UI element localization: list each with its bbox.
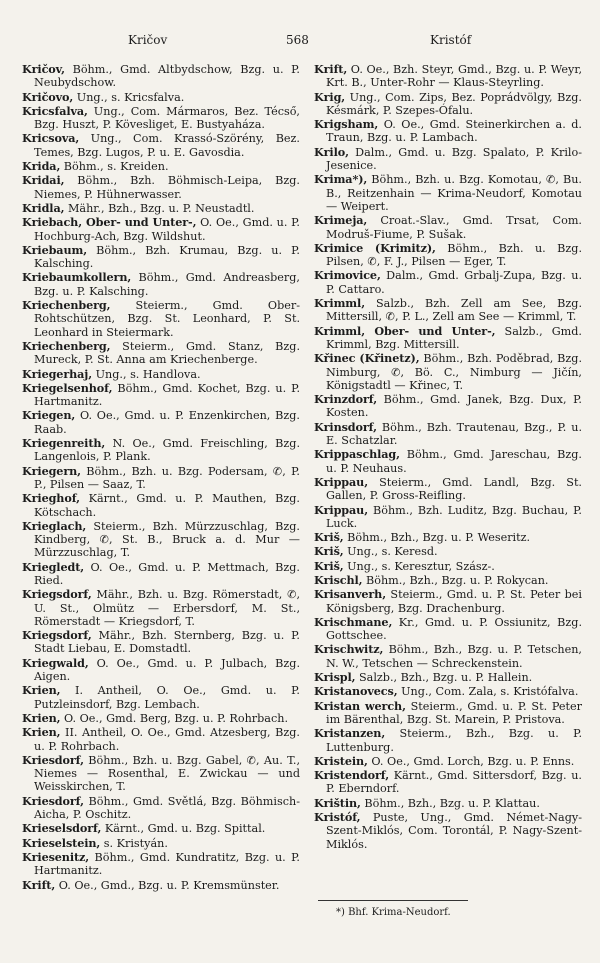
entry-text: Böhm., Bzh. Poděbrad, Bzg. Nimburg, ✆, Bö. C., Nimburg — Jičín, Königstadtl — Křinec, T. xyxy=(326,352,583,392)
entry-headword: Krilo, xyxy=(314,144,349,159)
entry-headword: Krimml, xyxy=(314,296,365,311)
entry-text: Böhm., Gmd. Jareschau, Bzg. u. P. Neuhaus. xyxy=(326,448,582,475)
page-number: 568 xyxy=(286,33,309,47)
gazetteer-entry xyxy=(22,244,300,271)
gazetteer-entry xyxy=(314,685,582,698)
gazetteer-entry xyxy=(314,560,582,573)
gazetteer-entry xyxy=(314,118,582,145)
entry-headword: Krispl, xyxy=(314,670,356,685)
gazetteer-entry xyxy=(22,629,300,656)
gazetteer-entry xyxy=(314,755,582,768)
gazetteer-entry xyxy=(314,448,582,475)
entry-text: Mähr., Bzh. u. Bzg. Römerstadt, ✆, U. St., Olmütz — Erbersdorf, M. St., Römerstadt — Kriegsdorf, T. xyxy=(34,588,300,628)
entry-text: Böhm., Gmd. Kundratitz, Bzg. u. P. Hartmanitz. xyxy=(34,850,300,878)
gazetteer-entry xyxy=(22,271,300,298)
entry-headword: Krima*), xyxy=(314,172,368,187)
gazetteer-entry xyxy=(314,91,582,118)
entry-text: Kärnt., Gmd. u. P. Mauthen, Bzg. Kötschach. xyxy=(34,492,300,519)
entry-text: N. Oe., Gmd. Freischling, Bzg. Langenlois, P. Plank. xyxy=(34,437,300,464)
entry-headword: Krieselsdorf, xyxy=(22,821,102,836)
gazetteer-entry xyxy=(314,421,582,448)
running-header xyxy=(0,33,600,53)
entry-headword: Krift, xyxy=(22,877,56,892)
entry-text: Kärnt., Gmd. u. Bzg. Spittal. xyxy=(101,822,266,836)
footnote: *) Bhf. Krima-Neudorf. xyxy=(336,907,451,918)
entry-headword: Kriesdorf, xyxy=(22,793,84,808)
gazetteer-entry xyxy=(22,795,300,822)
entry-headword: Kriegerhaj, xyxy=(22,366,93,381)
entry-headword: Krieghof, xyxy=(22,491,80,506)
gazetteer-entry xyxy=(314,173,582,213)
entry-text: Mähr., Bzh., Bzg. u. P. Neustadtl. xyxy=(64,201,255,215)
entry-headword: Kriechenberg, xyxy=(22,338,111,353)
gazetteer-entry xyxy=(22,837,300,850)
entry-headword: Kriš, xyxy=(314,530,344,545)
entry-headword: Kriegwald, xyxy=(22,655,89,670)
entry-text: Salzb., Gmd. Krimml, Bzg. Mittersill. xyxy=(326,324,582,351)
entry-text: Böhm., Bzh. u. Bzg. Komotau, ✆, Bu. B., Reitzenhain — Krima-Neudorf, Komotau — Weipert. xyxy=(326,173,582,213)
entry-headword: Kricsova, xyxy=(22,131,80,146)
entry-text: Böhm., Bzh. Böhmisch-Leipa, Bzg. Niemes, P. Hühnerwasser. xyxy=(34,174,300,201)
entry-headword: Kriegen, xyxy=(22,408,76,423)
entry-headword: Kriegenreith, xyxy=(22,436,106,451)
gazetteer-entry xyxy=(314,588,582,615)
gazetteer-entry xyxy=(22,63,300,90)
entry-headword: Kriebaumkollern, xyxy=(22,270,132,285)
entry-text: Croat.-Slav., Gmd. Trsat, Com. Modruš-Fiume, P. Sušak. xyxy=(326,214,582,241)
entry-text: Steierm., Gmd. u. P. St. Peter im Bärenthal, Bzg. St. Marein, P. Pristova. xyxy=(326,699,582,726)
gazetteer-entry xyxy=(22,368,300,381)
gazetteer-entry xyxy=(22,520,300,560)
gazetteer-entry xyxy=(314,325,582,352)
entry-headword: Krieselstein, xyxy=(22,835,101,850)
entry-headword: Kristendorf, xyxy=(314,768,390,783)
entry-text: Ung., s. Keresd. xyxy=(343,545,438,559)
entry-text: Böhm., Bzh. Luditz, Bzg. Buchau, P. Luck. xyxy=(326,503,582,530)
gazetteer-entry xyxy=(314,269,582,296)
entry-text: Böhm., Bzh., Bzg. u. P. Tetschen, N. W., Tetschen — Schreckenstein. xyxy=(326,643,582,670)
gazetteer-entry xyxy=(314,352,582,392)
gazetteer-entry xyxy=(22,160,300,173)
gazetteer-entry xyxy=(314,242,582,269)
entry-headword: Krisanverh, xyxy=(314,587,386,602)
gazetteer-entry xyxy=(314,476,582,503)
entry-text: Böhm., Gmd. Světlá, Bzg. Böhmisch-Aicha, P. Oschitz. xyxy=(34,794,300,822)
entry-text: O. Oe., Gmd. u. P. Julbach, Bzg. Aigen. xyxy=(34,656,300,684)
entry-headword: Kristanovecs, xyxy=(314,684,398,699)
gazetteer-entry xyxy=(22,726,300,753)
entry-headword: Krimice (Krimitz), xyxy=(314,240,436,255)
entry-text: Böhm., Bzh. Trautenau, Bzg., P. u. E. Schatzlar. xyxy=(326,420,582,448)
entry-headword: Krimml, Ober- und Unter-, xyxy=(314,323,496,338)
entry-text: Ung., Com. Mármaros, Bez. Técső, Bzg. Huszt, P. Kövesliget, E. Bustyaháza. xyxy=(34,104,300,132)
gazetteer-entry xyxy=(22,91,300,104)
entry-headword: Kristóf, xyxy=(314,810,361,825)
entry-text: Steierm., Bzh. Mürzzuschlag, Bzg. Kindberg, ✆, St. B., Bruck a. d. Mur — Mürzzuschlag, T. xyxy=(34,519,300,560)
gazetteer-entry xyxy=(314,727,582,754)
entry-text: Ung., Com. Zips, Bez. Poprádvölgy, Bzg. Késmárk, P. Szepes-Ófalu. xyxy=(326,90,582,117)
gazetteer-entry xyxy=(314,574,582,587)
gazetteer-entry xyxy=(314,214,582,241)
entry-text: O. Oe., Gmd. u. P. Mettmach, Bzg. Ried. xyxy=(34,560,300,587)
entry-text: Dalm., Gmd. u. Bzg. Spalato, P. Krilo-Jesenice. xyxy=(326,145,582,173)
entry-text: Puste, Ung., Gmd. Német-Nagy-Szent-Miklós, Com. Torontál, P. Nagy-Szent-Miklós. xyxy=(326,811,582,851)
entry-text: Böhm., Bzh., Bzg. u. P. Rokycan. xyxy=(362,573,549,587)
entry-text: Steierm., Gmd. Stanz, Bzg. Mureck, P. St. Anna am Kriechenberge. xyxy=(34,339,300,367)
entry-headword: Krien, xyxy=(22,683,61,698)
entry-text: Böhm., Bzh. u. Bzg. Pilsen, ✆, F. J., Pilsen — Eger, T. xyxy=(326,241,582,269)
gazetteer-entry xyxy=(314,146,582,173)
entry-headword: Kričovo, xyxy=(22,89,74,104)
gazetteer-entry xyxy=(22,684,300,711)
entry-headword: Kristanzen, xyxy=(314,726,386,741)
entry-headword: Kristein, xyxy=(314,753,368,768)
entry-text: Steierm., Gmd. u. P. St. Peter bei Königsberg, Bzg. Drachenburg. xyxy=(326,588,582,615)
entry-headword: Krinsdorf, xyxy=(314,419,377,434)
entry-text: Böhm., Bzh. Krumau, Bzg. u. P. Kalsching. xyxy=(34,243,300,271)
entry-text: I. Antheil, O. Oe., Gmd. u. P. Putzleinsdorf, Bzg. Lembach. xyxy=(34,684,300,711)
entry-text: Steierm., Gmd. Ober-Rohtschützen, Bzg. St. Leonhard, P. St. Leonhard in Steiermark. xyxy=(34,299,300,339)
entry-headword: Krigsham, xyxy=(314,117,379,132)
header-right-keyword: Kristóf xyxy=(430,33,472,47)
entry-text: Böhm., s. Kreiden. xyxy=(60,160,169,174)
entry-text: Böhm., Gmd. Andreasberg, Bzg. u. P. Kalsching. xyxy=(34,271,300,298)
entry-text: Böhm., Bzh. u. Bzg. Gabel, ✆, Au. T., Niemes — Rosenthal, E. Zwickau — und Weisskirchen, T. xyxy=(34,753,300,794)
gazetteer-entry xyxy=(22,754,300,794)
entry-headword: Kriegsdorf, xyxy=(22,628,92,643)
gazetteer-entry xyxy=(314,297,582,324)
gazetteer-entry xyxy=(314,616,582,643)
entry-text: Steierm., Gmd. Landl, Bzg. St. Gallen, P. Gross-Reifling. xyxy=(326,475,582,503)
entry-headword: Kriegelsenhof, xyxy=(22,380,113,395)
entry-text: Dalm., Gmd. Grbalj-Zupa, Bzg. u. P. Cattaro. xyxy=(326,269,582,296)
gazetteer-entry xyxy=(22,132,300,159)
entry-headword: Krimeja, xyxy=(314,213,368,228)
gazetteer-entry xyxy=(22,409,300,436)
entry-text: O. Oe., Bzh. Steyr, Gmd., Bzg. u. P. Weyr, Krt. B., Unter-Rohr — Klaus-Steyrling. xyxy=(326,63,582,90)
gazetteer-entry xyxy=(22,216,300,243)
gazetteer-entry xyxy=(314,671,582,684)
entry-headword: Kriesdorf, xyxy=(22,752,84,767)
entry-headword: Krischl, xyxy=(314,572,363,587)
entry-text: O. Oe., Gmd. u. P. Hochburg-Ach, Bzg. Wildshut. xyxy=(34,216,300,243)
gazetteer-entry xyxy=(22,712,300,725)
entry-text: Salzb., Bzh., Bzg. u. P. Hallein. xyxy=(355,671,533,685)
entry-headword: Kriebach, Ober- und Unter-, xyxy=(22,215,197,230)
entry-text: Salzb., Bzh. Zell am See, Bzg. Mittersill, ✆, P. L., Zell am See — Krimml, T. xyxy=(326,297,582,324)
gazetteer-entry xyxy=(314,545,582,558)
gazetteer-entry xyxy=(314,797,582,810)
entry-headword: Krippau, xyxy=(314,502,368,517)
entry-headword: Kristan werch, xyxy=(314,698,406,713)
gazetteer-entry xyxy=(22,851,300,878)
gazetteer-entry xyxy=(22,202,300,215)
entry-text: Böhm., Bzh., Bzg. u. P. Klattau. xyxy=(360,796,540,810)
gazetteer-entry xyxy=(314,393,582,420)
gazetteer-entry xyxy=(22,299,300,339)
entry-headword: Kriesenitz, xyxy=(22,849,90,864)
gazetteer-entry xyxy=(22,465,300,492)
entry-text: Kärnt., Gmd. Sittersdorf, Bzg. u. P. Eberndorf. xyxy=(326,769,582,796)
gazetteer-entry xyxy=(22,174,300,201)
entry-headword: Krien, xyxy=(22,725,61,740)
entry-text: O. Oe., Gmd., Bzg. u. P. Kremsmünster. xyxy=(55,878,280,892)
entry-headword: Kriš, xyxy=(314,558,344,573)
entry-headword: Krift, xyxy=(314,62,348,76)
entry-headword: Kriegledt, xyxy=(22,559,85,574)
entry-text: Ung., s. Keresztur, Szász-. xyxy=(343,559,495,573)
entry-headword: Krida, xyxy=(22,159,61,174)
entry-text: Böhm., Bzh., Bzg. u. P. Weseritz. xyxy=(343,531,531,545)
entry-text: Mähr., Bzh. Sternberg, Bzg. u. P. Stadt Liebau, E. Domstadtl. xyxy=(34,629,300,656)
entry-headword: Krieglach, xyxy=(22,518,87,533)
gazetteer-entry xyxy=(22,588,300,628)
entry-text: O. Oe., Gmd. u. P. Enzenkirchen, Bzg. Raab. xyxy=(34,409,300,436)
gazetteer-entry xyxy=(22,105,300,132)
gazetteer-entry xyxy=(314,63,582,90)
entry-text: Böhm., Gmd. Kochet, Bzg. u. P. Hartmanitz. xyxy=(34,381,300,409)
entry-headword: Krischwitz, xyxy=(314,642,384,657)
gazetteer-entry xyxy=(22,382,300,409)
header-left-keyword: Kričov xyxy=(128,33,168,47)
gazetteer-entry xyxy=(22,657,300,684)
right-column xyxy=(314,63,582,852)
entry-headword: Kričov, xyxy=(22,62,65,76)
entry-headword: Krištin, xyxy=(314,795,361,810)
gazetteer-entry xyxy=(22,561,300,588)
gazetteer-entry xyxy=(314,700,582,727)
footnote-rule xyxy=(318,900,468,901)
gazetteer-entry xyxy=(314,531,582,544)
entry-headword: Kriebaum, xyxy=(22,242,88,257)
gazetteer-entry xyxy=(22,822,300,835)
entry-headword: Krippau, xyxy=(314,474,368,489)
entry-text: Ung., Com. Zala, s. Kristófalva. xyxy=(397,685,579,699)
entry-text: Ung., s. Handlova. xyxy=(92,367,201,381)
entry-text: Ung., Com. Krassó-Szörény, Bez. Temes, Bzg. Lugos, P. u. E. Gavosdia. xyxy=(34,132,300,159)
entry-headword: Kridla, xyxy=(22,200,65,215)
entry-text: Ung., s. Kricsfalva. xyxy=(73,90,185,104)
entry-text: Kr., Gmd. u. P. Ossiunitz, Bzg. Gottschee. xyxy=(326,615,582,643)
entry-headword: Křinec (Křinetz), xyxy=(314,351,420,366)
entry-headword: Kriš, xyxy=(314,544,344,559)
entry-headword: Kriegern, xyxy=(22,463,81,478)
gazetteer-entry xyxy=(314,769,582,796)
entry-text: II. Antheil, O. Oe., Gmd. Atzesberg, Bzg. u. P. Rohrbach. xyxy=(34,726,300,753)
gazetteer-entry xyxy=(22,879,300,892)
gazetteer-entry xyxy=(22,437,300,464)
entry-text: O. Oe., Gmd. Lorch, Bzg. u. P. Enns. xyxy=(367,754,575,768)
gazetteer-entry xyxy=(22,492,300,519)
entry-headword: Kriechenberg, xyxy=(22,298,111,313)
gazetteer-entry xyxy=(314,643,582,670)
gazetteer-entry xyxy=(314,504,582,531)
left-column xyxy=(22,63,300,893)
entry-text: Böhm., Gmd. Janek, Bzg. Dux, P. Kosten. xyxy=(326,393,582,420)
entry-text: O. Oe., Gmd. Steinerkirchen a. d. Traun, Bzg. u. P. Lambach. xyxy=(326,118,582,145)
entry-text: Steierm., Bzh., Bzg. u. P. Luttenburg. xyxy=(326,727,582,754)
entry-headword: Kriegsdorf, xyxy=(22,587,92,602)
entry-text: Böhm., Gmd. Altbydschow, Bzg. u. P. Neubydschow. xyxy=(34,63,300,90)
entry-headword: Krippaschlag, xyxy=(314,447,400,462)
gazetteer-entry xyxy=(314,811,582,851)
entry-headword: Krimovice, xyxy=(314,268,381,283)
entry-headword: Kricsfalva, xyxy=(22,103,88,118)
entry-headword: Krinzdorf, xyxy=(314,392,377,407)
entry-text: O. Oe., Gmd. Berg, Bzg. u. P. Rohrbach. xyxy=(60,711,288,725)
entry-text: Böhm., Bzh. u. Bzg. Podersam, ✆, P. P., Pilsen — Saaz, T. xyxy=(34,464,300,491)
entry-headword: Krischmane, xyxy=(314,614,393,629)
gazetteer-entry xyxy=(22,340,300,367)
entry-headword: Krig, xyxy=(314,89,346,104)
entry-text: s. Kristyán. xyxy=(100,836,168,850)
entry-headword: Krien, xyxy=(22,710,61,725)
entry-headword: Kridai, xyxy=(22,173,65,188)
